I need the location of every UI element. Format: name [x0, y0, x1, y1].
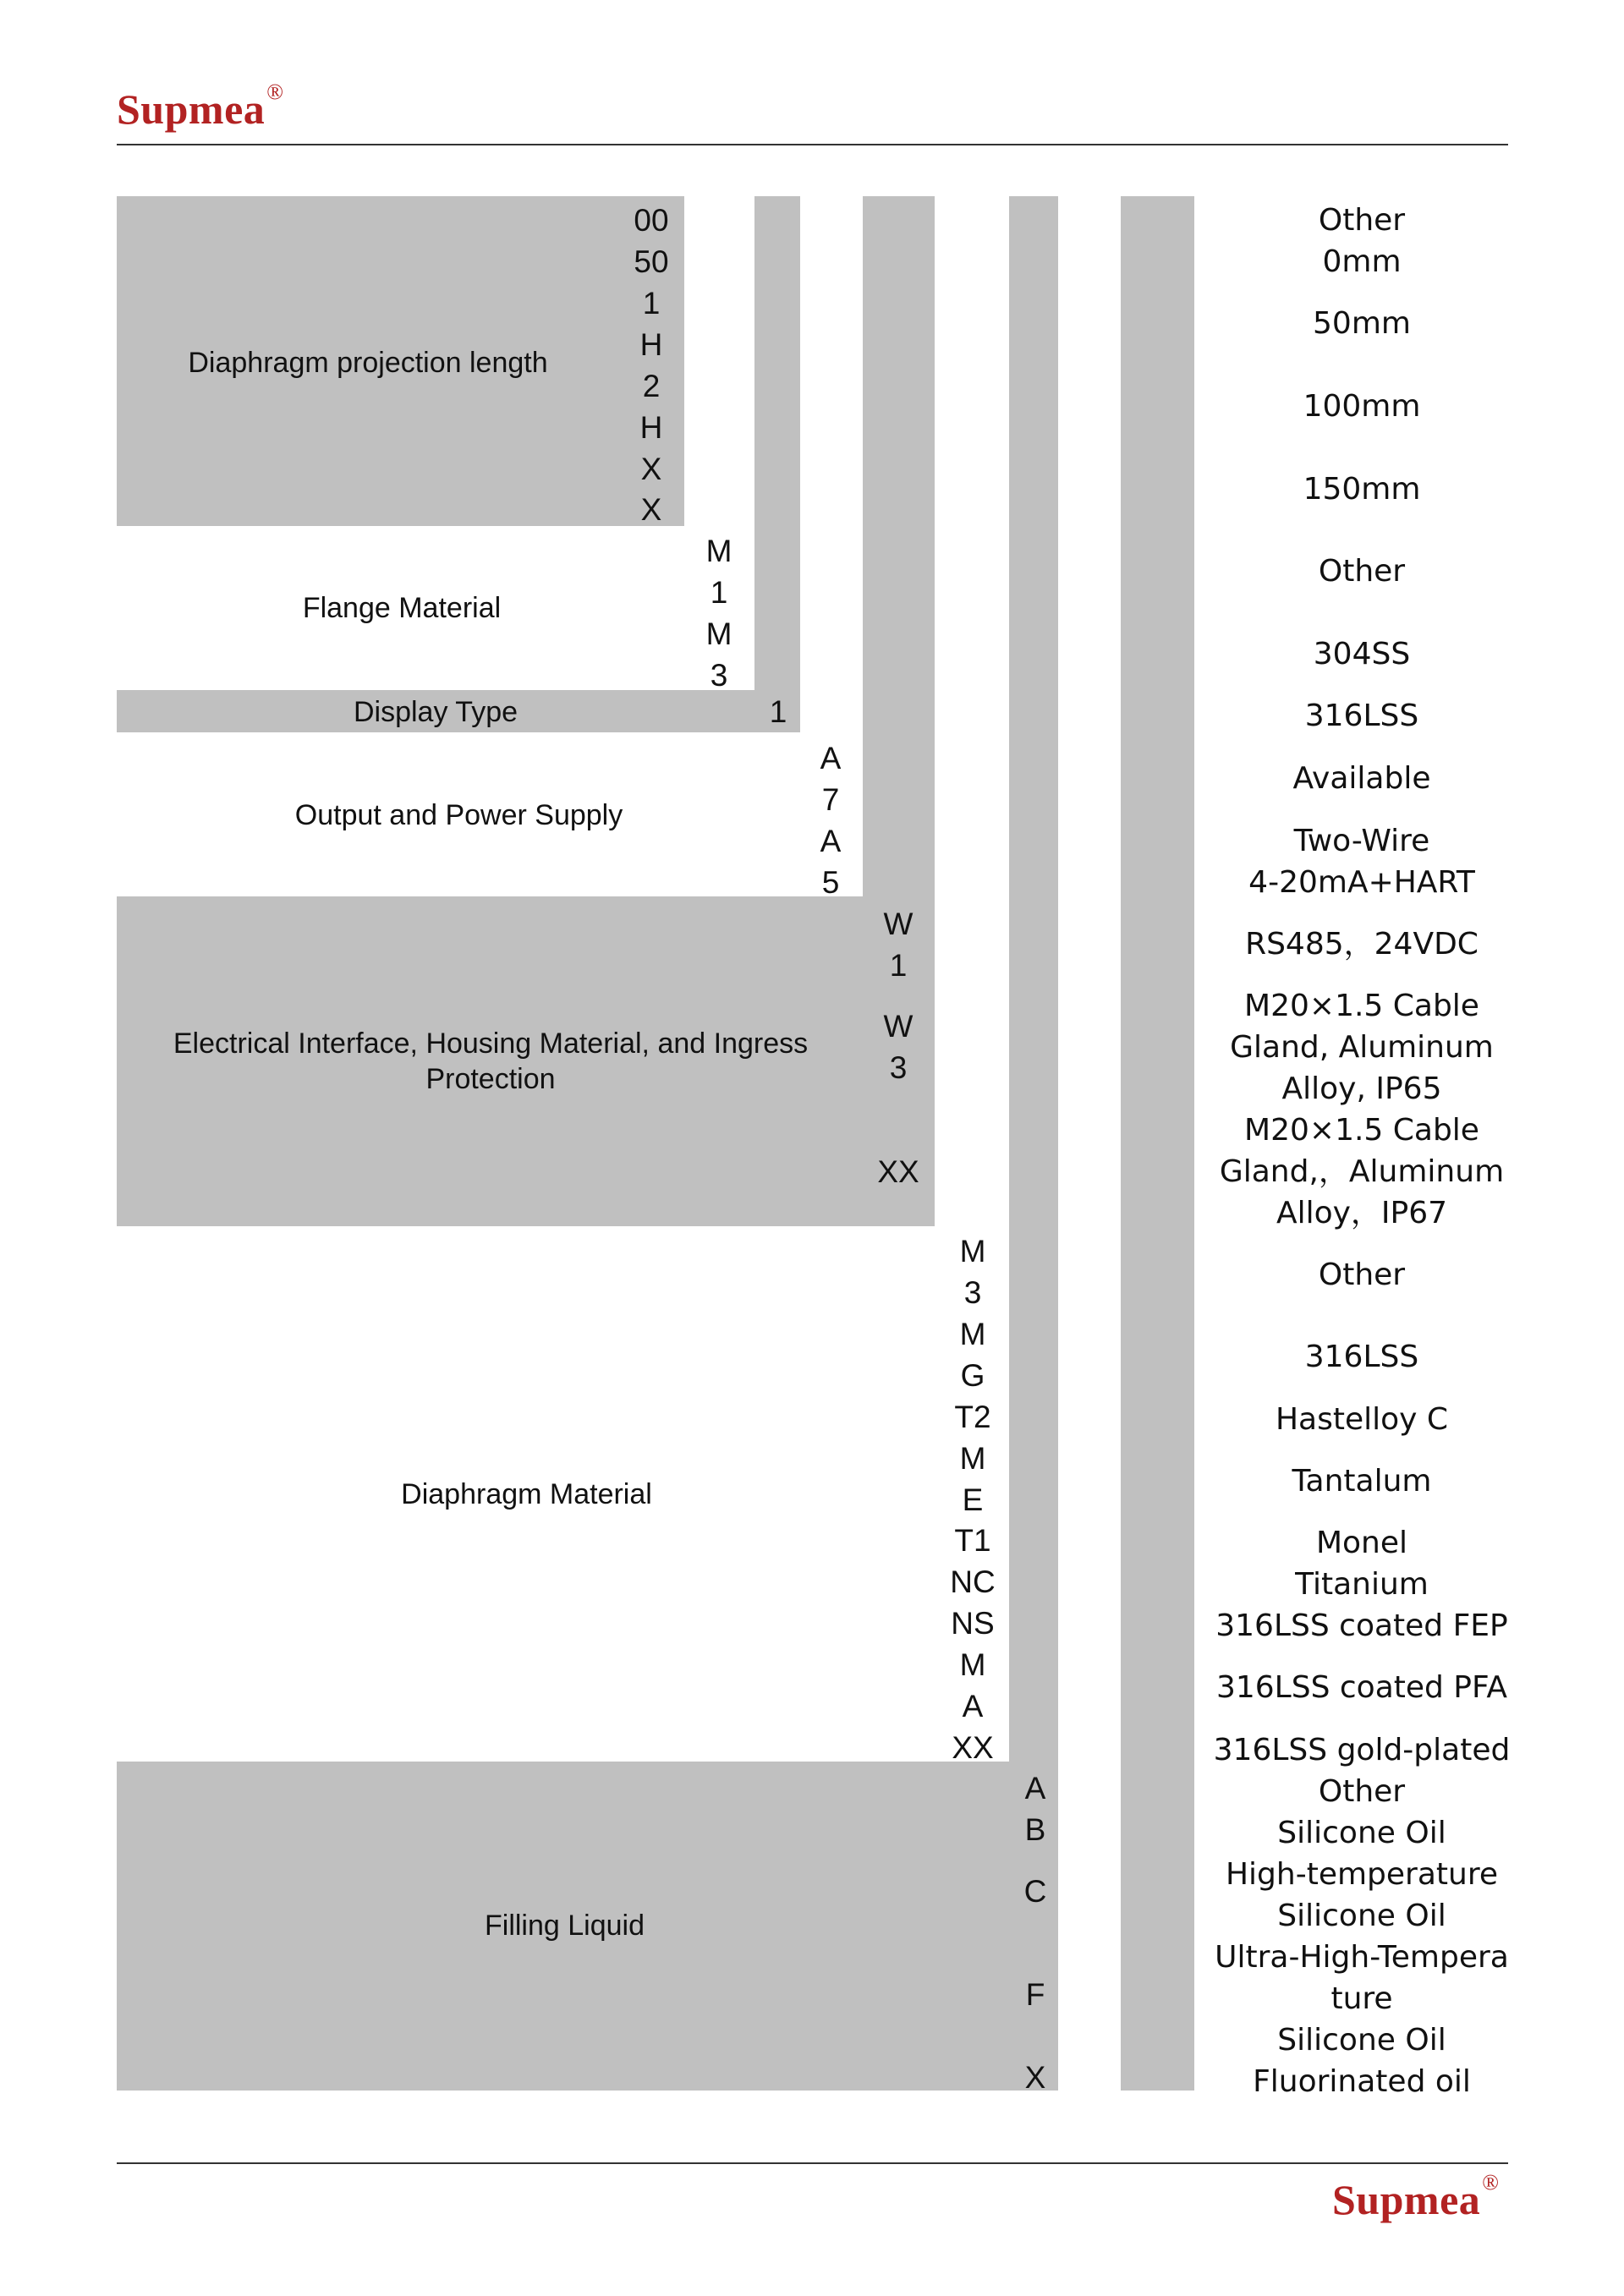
desc-32: Ultra-High-Tempera — [1215, 1940, 1509, 1975]
desc-4: 100mm — [1303, 389, 1421, 424]
code-projection-4: H — [639, 327, 663, 362]
block-output-vertical — [863, 196, 935, 896]
desc-20: 316LSS — [1304, 1340, 1419, 1374]
code-material-7: E — [962, 1482, 984, 1517]
desc-28: Other — [1318, 1774, 1406, 1809]
code-electrical-3: W — [883, 1009, 914, 1044]
code-material-4: G — [960, 1358, 985, 1393]
label-flange-material: Flange Material — [302, 592, 502, 624]
code-electrical-4: 3 — [889, 1050, 908, 1085]
desc-27: 316LSS gold-plated — [1213, 1733, 1511, 1767]
desc-10: Two-Wire — [1293, 824, 1430, 858]
label-display-type: Display Type — [353, 696, 518, 728]
desc-5: 150mm — [1303, 472, 1421, 507]
header-reg-mark: ® — [266, 79, 284, 104]
desc-13: M20×1.5 Cable — [1244, 989, 1479, 1023]
code-filling-4: F — [1025, 1977, 1045, 2012]
code-projection-3: 1 — [642, 286, 661, 321]
desc-21: Hastelloy C — [1275, 1402, 1449, 1437]
desc-23: Monel — [1315, 1526, 1408, 1560]
desc-11: 4-20mA+HART — [1248, 865, 1475, 900]
code-projection-7: X — [640, 452, 662, 486]
desc-1: Other — [1318, 203, 1406, 238]
code-material-12: A — [962, 1689, 984, 1723]
code-material-8: T1 — [954, 1523, 991, 1558]
desc-12: RS485，24VDC — [1245, 927, 1479, 962]
code-material-6: M — [959, 1441, 986, 1476]
code-flange-3: M — [705, 616, 732, 651]
desc-30: High-temperature — [1225, 1857, 1498, 1892]
code-projection-8: X — [640, 492, 662, 527]
code-material-1: M — [959, 1234, 986, 1269]
label-filling-liquid: Filling Liquid — [485, 1910, 645, 1942]
label-output-power: Output and Power Supply — [294, 799, 623, 831]
header-brand: Supmea — [117, 85, 266, 133]
block-description-column — [1121, 196, 1194, 2091]
desc-8: 316LSS — [1304, 699, 1419, 733]
code-projection-1: 00 — [634, 203, 669, 238]
footer-rule — [117, 2162, 1508, 2164]
desc-3: 50mm — [1313, 306, 1411, 341]
desc-7: 304SS — [1313, 637, 1411, 671]
desc-22: Tantalum — [1292, 1464, 1432, 1499]
desc-25: 316LSS coated FEP — [1215, 1608, 1508, 1643]
header-rule — [117, 144, 1508, 145]
code-material-3: M — [959, 1317, 986, 1351]
desc-17: Gland,，Aluminum — [1219, 1154, 1505, 1189]
desc-26: 316LSS coated PFA — [1215, 1670, 1508, 1705]
code-flange-1: M — [705, 534, 732, 568]
desc-18: Alloy，IP67 — [1276, 1196, 1448, 1230]
code-material-2: 3 — [963, 1275, 982, 1310]
desc-24: Titanium — [1295, 1567, 1429, 1602]
desc-35: Fluorinated oil — [1253, 2064, 1471, 2099]
code-material-13: XX — [952, 1730, 994, 1765]
code-material-11: M — [959, 1647, 986, 1682]
desc-14: Gland, Aluminum — [1230, 1030, 1494, 1065]
code-output-3: A — [820, 824, 842, 858]
code-filling-2: B — [1024, 1812, 1046, 1847]
code-material-5: T2 — [954, 1400, 991, 1434]
code-output-4: 5 — [821, 865, 840, 900]
code-projection-2: 50 — [634, 244, 669, 279]
code-projection-5: 2 — [642, 369, 661, 403]
code-filling-1: A — [1024, 1771, 1046, 1806]
code-electrical-1: W — [883, 907, 914, 941]
footer-logo — [1332, 2170, 1500, 2224]
footer-brand: Supmea — [1332, 2176, 1481, 2223]
block-flange-vertical — [754, 196, 800, 732]
desc-34: Silicone Oil — [1277, 2023, 1446, 2058]
code-material-9: NC — [950, 1564, 996, 1599]
code-display-1: 1 — [769, 694, 787, 729]
desc-15: Alloy, IP65 — [1281, 1071, 1442, 1106]
code-output-1: A — [820, 741, 842, 775]
desc-33: ture — [1330, 1981, 1393, 2016]
desc-2: 0mm — [1322, 244, 1402, 279]
code-material-10: NS — [951, 1606, 995, 1641]
label-diaphragm-projection: Diaphragm projection length — [188, 347, 548, 379]
code-electrical-5: XX — [877, 1154, 919, 1189]
desc-6: Other — [1318, 554, 1406, 589]
code-flange-2: 1 — [710, 575, 728, 610]
desc-31: Silicone Oil — [1277, 1899, 1446, 1933]
code-projection-6: H — [639, 410, 663, 445]
code-flange-4: 3 — [710, 658, 728, 693]
code-filling-3: C — [1023, 1874, 1047, 1909]
desc-19: Other — [1318, 1258, 1406, 1292]
code-output-2: 7 — [821, 782, 840, 817]
desc-29: Silicone Oil — [1277, 1816, 1446, 1850]
desc-16: M20×1.5 Cable — [1244, 1113, 1479, 1148]
header-logo — [117, 79, 284, 134]
label-electrical-interface: Electrical Interface, Housing Material, and Ingress Protection — [173, 1027, 809, 1095]
code-electrical-2: 1 — [889, 948, 908, 983]
label-diaphragm-material: Diaphragm Material — [401, 1478, 652, 1510]
code-filling-5: X — [1024, 2060, 1046, 2095]
desc-9: Available — [1292, 761, 1431, 796]
footer-reg-mark: ® — [1482, 2170, 1500, 2195]
